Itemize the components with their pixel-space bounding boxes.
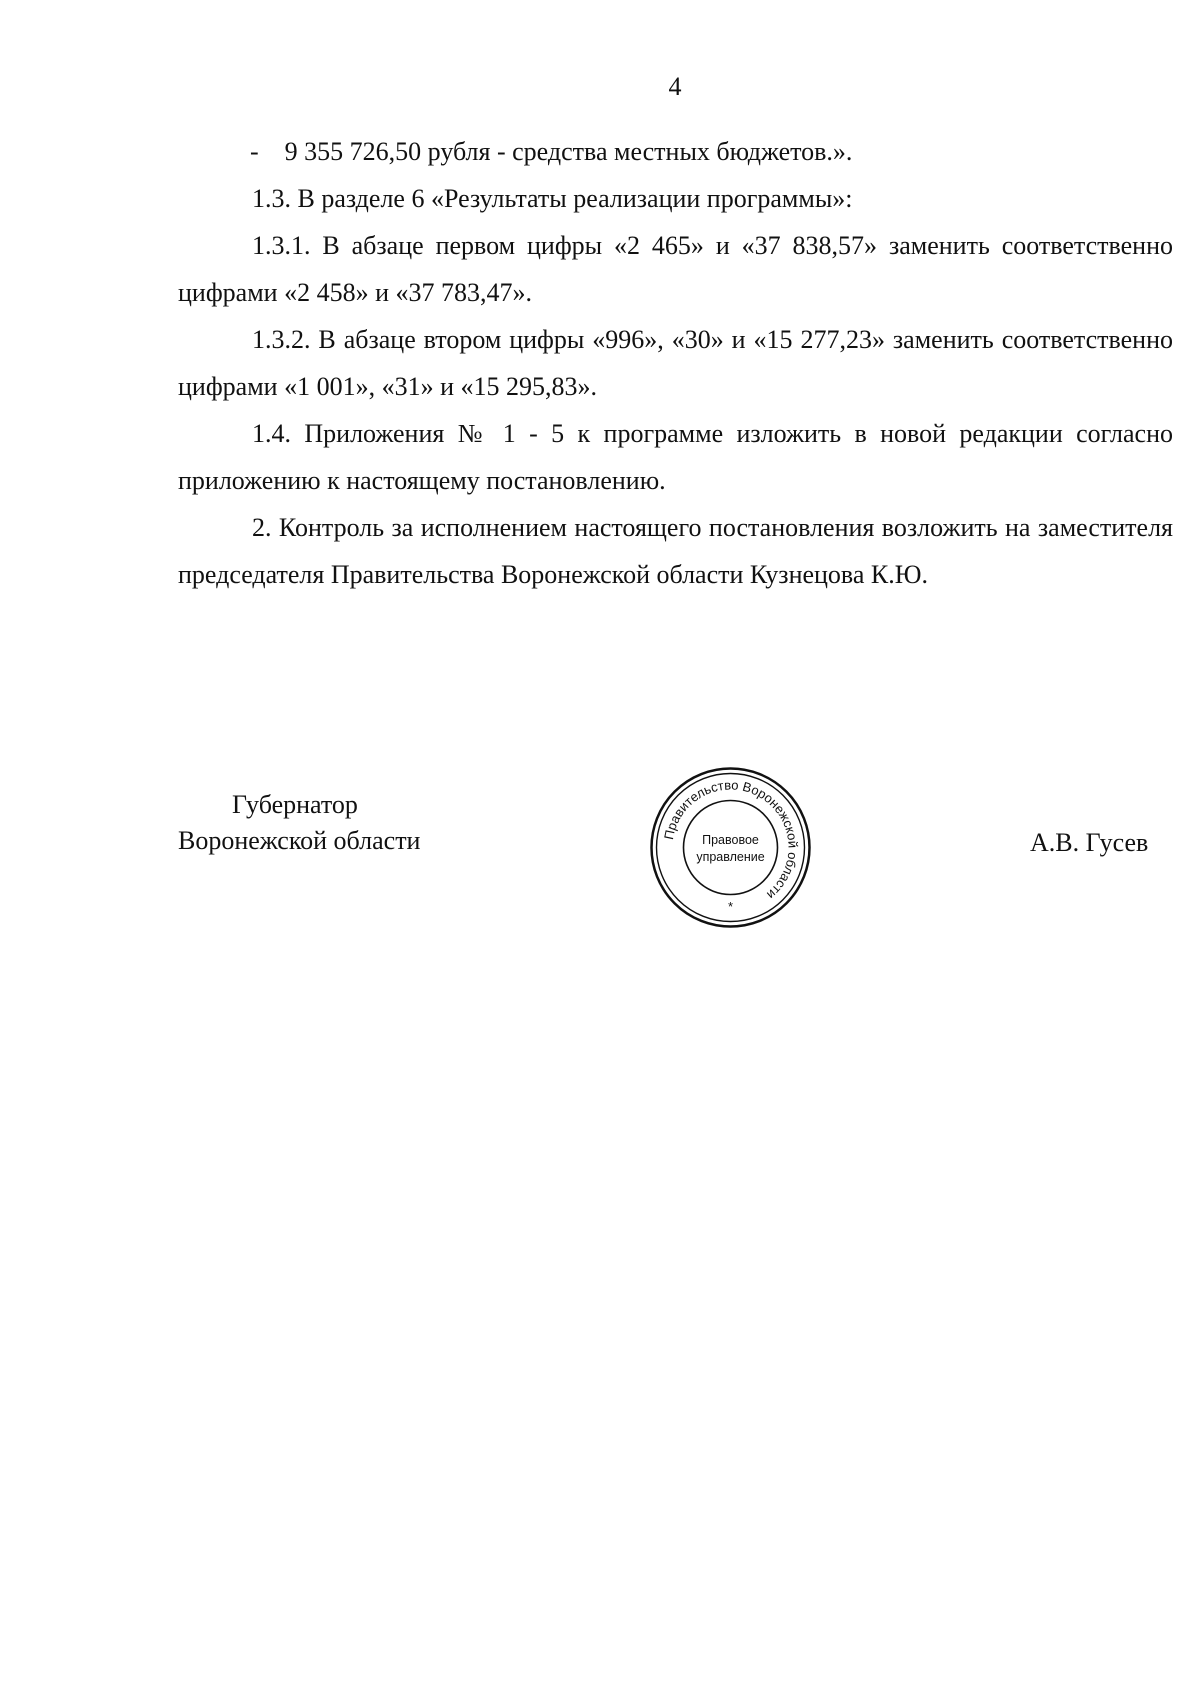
paragraph-1-3-1: 1.3.1. В абзаце первом цифры «2 465» и «37 838,57» заменить соответственно цифрами «2 458» и «37 783,47». (178, 231, 1173, 307)
page-number: 4 (668, 72, 682, 101)
document-body (178, 128, 1173, 598)
paragraph-1-3: 1.3. В разделе 6 «Результаты реализации программы»: (252, 184, 853, 213)
paragraph-1-4: 1.4. Приложения № 1 - 5 к программе изложить в новой редакции согласно приложению к настоящему постановлению. (178, 419, 1173, 495)
paragraph-1-3-2: 1.3.2. В абзаце втором цифры «996», «30» и «15 277,23» заменить соответственно цифрами «1 001», «31» и «15 295,83». (178, 325, 1173, 401)
stamp-ring-text: Правительство Воронежской области (661, 777, 801, 903)
signatory-region: Воронежской области (178, 826, 421, 855)
signatory-name: А.В. Гусев (1030, 828, 1149, 857)
paragraph-local-budgets: - 9 355 726,50 рубля - средства местных бюджетов.». (250, 137, 853, 166)
paragraph-2: 2. Контроль за исполнением настоящего постановления возложить на заместителя председателя Правительства Воронежской области Кузнецова К.Ю. (178, 513, 1173, 589)
stamp-center-line1: Правовое (702, 833, 759, 847)
signature-block (0, 790, 1200, 930)
official-stamp (648, 765, 813, 930)
stamp-star: * (727, 899, 734, 914)
stamp-center-line2: управление (696, 850, 765, 864)
signatory-position: Губернатор (232, 790, 358, 819)
stamp-seal-icon (648, 765, 813, 930)
